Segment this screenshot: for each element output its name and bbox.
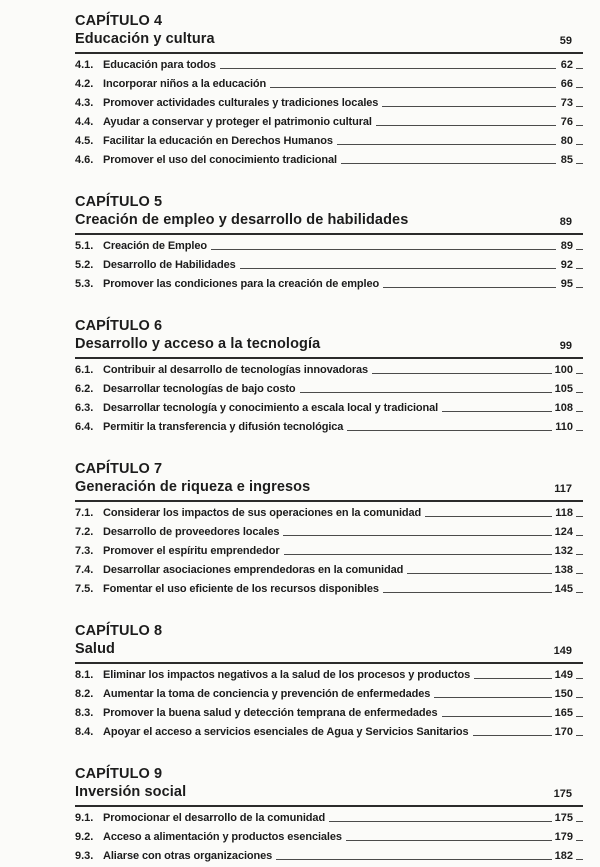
toc-entry bbox=[75, 578, 583, 597]
entry-page-number: 150 bbox=[554, 688, 573, 700]
leader-line bbox=[240, 268, 556, 269]
chapter-title-row bbox=[75, 31, 583, 54]
entry-number: 7.3. bbox=[75, 545, 94, 557]
entry-page-number: 170 bbox=[554, 726, 573, 738]
chapter-label: CAPÍTULO 7 bbox=[75, 461, 163, 477]
entry-number: 5.1. bbox=[75, 240, 94, 252]
chapter-title: Educación y cultura bbox=[75, 31, 215, 47]
entry-number: 9.2. bbox=[75, 831, 94, 843]
trailing-rule bbox=[576, 573, 583, 574]
entry-title: Promover el espíritu emprendedor bbox=[103, 545, 280, 557]
trailing-rule bbox=[576, 859, 583, 860]
leader-line bbox=[372, 373, 552, 374]
entry-title: Contribuir al desarrollo de tecnologías innovadoras bbox=[103, 364, 369, 376]
toc-entry bbox=[75, 73, 583, 92]
entry-title: Desarrollar tecnologías de bajo costo bbox=[103, 383, 296, 395]
entry-page-number: 175 bbox=[554, 812, 573, 824]
leader-line bbox=[347, 430, 552, 431]
entry-title: Desarrollo de proveedores locales bbox=[103, 526, 280, 538]
chapter-title-row bbox=[75, 336, 583, 359]
chapter-entries bbox=[75, 235, 583, 292]
entry-title: Facilitar la educación en Derechos Humanos bbox=[103, 135, 333, 147]
entry-page-number: 132 bbox=[554, 545, 573, 557]
entry-title: Promocionar el desarrollo de la comunidad bbox=[103, 812, 326, 824]
entry-number: 5.2. bbox=[75, 259, 94, 271]
chapter-page-number: 149 bbox=[553, 645, 572, 657]
leader-line bbox=[300, 392, 552, 393]
trailing-rule bbox=[576, 697, 583, 698]
entry-page-number: 138 bbox=[554, 564, 573, 576]
chapter-label: CAPÍTULO 8 bbox=[75, 623, 163, 639]
entry-number: 7.2. bbox=[75, 526, 94, 538]
leader-line bbox=[383, 287, 556, 288]
trailing-rule bbox=[576, 392, 583, 393]
leader-line bbox=[442, 716, 552, 717]
entry-number: 8.4. bbox=[75, 726, 94, 738]
trailing-rule bbox=[576, 516, 583, 517]
trailing-rule bbox=[576, 535, 583, 536]
chapter-entries bbox=[75, 54, 583, 168]
entry-number: 8.2. bbox=[75, 688, 94, 700]
entry-title: Promover la buena salud y detección temprana de enfermedades bbox=[103, 707, 438, 719]
toc-entry bbox=[75, 502, 583, 521]
toc-chapter bbox=[75, 193, 583, 292]
entry-page-number: 66 bbox=[560, 78, 573, 90]
entry-title: Desarrollo de Habilidades bbox=[103, 259, 236, 271]
chapter-title: Desarrollo y acceso a la tecnología bbox=[75, 336, 321, 352]
chapter-title-row bbox=[75, 479, 583, 502]
entry-title: Ayudar a conservar y proteger el patrimonio cultural bbox=[103, 116, 372, 128]
toc-entry bbox=[75, 273, 583, 292]
toc-entry bbox=[75, 702, 583, 721]
trailing-rule bbox=[576, 821, 583, 822]
trailing-rule bbox=[576, 68, 583, 69]
entry-number: 6.1. bbox=[75, 364, 94, 376]
toc-entry bbox=[75, 149, 583, 168]
toc-entry bbox=[75, 664, 583, 683]
leader-line bbox=[474, 678, 552, 679]
entry-title: Desarrollar asociaciones emprendedoras en la comunidad bbox=[103, 564, 404, 576]
entry-title: Fomentar el uso eficiente de los recursos disponibles bbox=[103, 583, 379, 595]
toc-chapter bbox=[75, 12, 583, 168]
leader-line bbox=[442, 411, 552, 412]
entry-number: 7.5. bbox=[75, 583, 94, 595]
chapter-entries bbox=[75, 502, 583, 597]
chapter-entries bbox=[75, 807, 583, 864]
entry-page-number: 105 bbox=[554, 383, 573, 395]
leader-line bbox=[329, 821, 552, 822]
entry-page-number: 76 bbox=[560, 116, 573, 128]
toc-entry bbox=[75, 721, 583, 740]
entry-number: 6.2. bbox=[75, 383, 94, 395]
trailing-rule bbox=[576, 592, 583, 593]
entry-page-number: 165 bbox=[554, 707, 573, 719]
entry-title: Aliarse con otras organizaciones bbox=[103, 850, 273, 862]
entry-number: 4.4. bbox=[75, 116, 94, 128]
entry-page-number: 92 bbox=[560, 259, 573, 271]
entry-page-number: 100 bbox=[554, 364, 573, 376]
toc-chapter bbox=[75, 622, 583, 740]
toc-entry bbox=[75, 378, 583, 397]
entry-title: Promover las condiciones para la creación de empleo bbox=[103, 278, 380, 290]
toc-entry bbox=[75, 359, 583, 378]
leader-line bbox=[376, 125, 556, 126]
chapter-title: Salud bbox=[75, 641, 115, 657]
entry-number: 6.3. bbox=[75, 402, 94, 414]
entry-page-number: 118 bbox=[555, 507, 573, 519]
entry-number: 9.1. bbox=[75, 812, 94, 824]
entry-number: 9.3. bbox=[75, 850, 94, 862]
entry-number: 4.1. bbox=[75, 59, 94, 71]
leader-line bbox=[473, 735, 552, 736]
leader-line bbox=[337, 144, 556, 145]
entry-page-number: 145 bbox=[554, 583, 573, 595]
chapter-title: Inversión social bbox=[75, 784, 187, 800]
toc-entry bbox=[75, 683, 583, 702]
trailing-rule bbox=[576, 249, 583, 250]
toc-entry bbox=[75, 254, 583, 273]
toc-entry bbox=[75, 92, 583, 111]
chapter-label: CAPÍTULO 4 bbox=[75, 13, 163, 29]
chapter-page-number: 175 bbox=[553, 788, 572, 800]
entry-title: Promover el uso del conocimiento tradicional bbox=[103, 154, 337, 166]
leader-line bbox=[425, 516, 552, 517]
chapter-page-number: 117 bbox=[554, 483, 572, 495]
entry-page-number: 62 bbox=[560, 59, 573, 71]
toc-entry bbox=[75, 521, 583, 540]
entry-title: Eliminar los impactos negativos a la salud de los procesos y productos bbox=[103, 669, 471, 681]
leader-line bbox=[341, 163, 556, 164]
entry-page-number: 149 bbox=[554, 669, 573, 681]
chapter-title-row bbox=[75, 641, 583, 664]
toc-chapter bbox=[75, 765, 583, 864]
leader-line bbox=[382, 106, 556, 107]
leader-line bbox=[270, 87, 556, 88]
trailing-rule bbox=[576, 144, 583, 145]
toc-entry bbox=[75, 235, 583, 254]
leader-line bbox=[346, 840, 552, 841]
toc-entry bbox=[75, 397, 583, 416]
leader-line bbox=[383, 592, 552, 593]
chapter-page-number: 99 bbox=[559, 340, 572, 352]
leader-line bbox=[434, 697, 551, 698]
entry-title: Considerar los impactos de sus operaciones en la comunidad bbox=[103, 507, 422, 519]
trailing-rule bbox=[576, 840, 583, 841]
chapter-title-row bbox=[75, 784, 583, 807]
leader-line bbox=[283, 535, 551, 536]
leader-line bbox=[211, 249, 556, 250]
trailing-rule bbox=[576, 716, 583, 717]
entry-title: Apoyar el acceso a servicios esenciales de Agua y Servicios Sanitarios bbox=[103, 726, 469, 738]
chapter-title-row bbox=[75, 212, 583, 235]
entry-page-number: 95 bbox=[560, 278, 573, 290]
entry-number: 8.1. bbox=[75, 669, 94, 681]
chapter-title: Generación de riqueza e ingresos bbox=[75, 479, 311, 495]
chapter-entries bbox=[75, 664, 583, 740]
entry-number: 8.3. bbox=[75, 707, 94, 719]
entry-page-number: 89 bbox=[560, 240, 573, 252]
trailing-rule bbox=[576, 106, 583, 107]
entry-number: 5.3. bbox=[75, 278, 94, 290]
trailing-rule bbox=[576, 554, 583, 555]
entry-number: 7.4. bbox=[75, 564, 94, 576]
chapter-label: CAPÍTULO 9 bbox=[75, 766, 163, 782]
toc-entry bbox=[75, 111, 583, 130]
entry-number: 4.2. bbox=[75, 78, 94, 90]
entry-number: 7.1. bbox=[75, 507, 94, 519]
toc-entry bbox=[75, 54, 583, 73]
chapter-page-number: 59 bbox=[559, 35, 572, 47]
toc-entry bbox=[75, 416, 583, 435]
entry-title: Educación para todos bbox=[103, 59, 216, 71]
entry-title: Creación de Empleo bbox=[103, 240, 207, 252]
chapter-label: CAPÍTULO 6 bbox=[75, 318, 163, 334]
entry-number: 6.4. bbox=[75, 421, 94, 433]
entry-page-number: 85 bbox=[560, 154, 573, 166]
toc-entry bbox=[75, 807, 583, 826]
entry-number: 4.5. bbox=[75, 135, 94, 147]
entry-title: Incorporar niños a la educación bbox=[103, 78, 267, 90]
entry-title: Desarrollar tecnología y conocimiento a escala local y tradicional bbox=[103, 402, 439, 414]
chapter-title: Creación de empleo y desarrollo de habilidades bbox=[75, 212, 409, 228]
chapter-page-number: 89 bbox=[559, 216, 572, 228]
trailing-rule bbox=[576, 268, 583, 269]
toc-entry bbox=[75, 540, 583, 559]
entry-page-number: 182 bbox=[554, 850, 573, 862]
chapter-entries bbox=[75, 359, 583, 435]
entry-title: Acceso a alimentación y productos esenciales bbox=[103, 831, 342, 843]
toc-entry bbox=[75, 826, 583, 845]
entry-page-number: 124 bbox=[554, 526, 573, 538]
trailing-rule bbox=[576, 411, 583, 412]
entry-page-number: 80 bbox=[560, 135, 573, 147]
entry-number: 4.6. bbox=[75, 154, 94, 166]
trailing-rule bbox=[576, 87, 583, 88]
toc-chapter bbox=[75, 460, 583, 597]
leader-line bbox=[407, 573, 551, 574]
entry-page-number: 108 bbox=[554, 402, 573, 414]
entry-page-number: 179 bbox=[554, 831, 573, 843]
trailing-rule bbox=[576, 430, 583, 431]
entry-title: Promover actividades culturales y tradiciones locales bbox=[103, 97, 379, 109]
trailing-rule bbox=[576, 163, 583, 164]
toc-entry bbox=[75, 845, 583, 864]
trailing-rule bbox=[576, 125, 583, 126]
entry-title: Aumentar la toma de conciencia y prevención de enfermedades bbox=[103, 688, 431, 700]
trailing-rule bbox=[576, 373, 583, 374]
leader-line bbox=[276, 859, 551, 860]
entry-number: 4.3. bbox=[75, 97, 94, 109]
trailing-rule bbox=[576, 735, 583, 736]
entry-page-number: 110 bbox=[555, 421, 573, 433]
leader-line bbox=[220, 68, 556, 69]
toc-chapter bbox=[75, 317, 583, 435]
entry-page-number: 73 bbox=[560, 97, 573, 109]
toc-entry bbox=[75, 130, 583, 149]
leader-line bbox=[284, 554, 552, 555]
chapter-label: CAPÍTULO 5 bbox=[75, 194, 163, 210]
entry-title: Permitir la transferencia y difusión tecnológica bbox=[103, 421, 344, 433]
trailing-rule bbox=[576, 678, 583, 679]
toc-entry bbox=[75, 559, 583, 578]
trailing-rule bbox=[576, 287, 583, 288]
